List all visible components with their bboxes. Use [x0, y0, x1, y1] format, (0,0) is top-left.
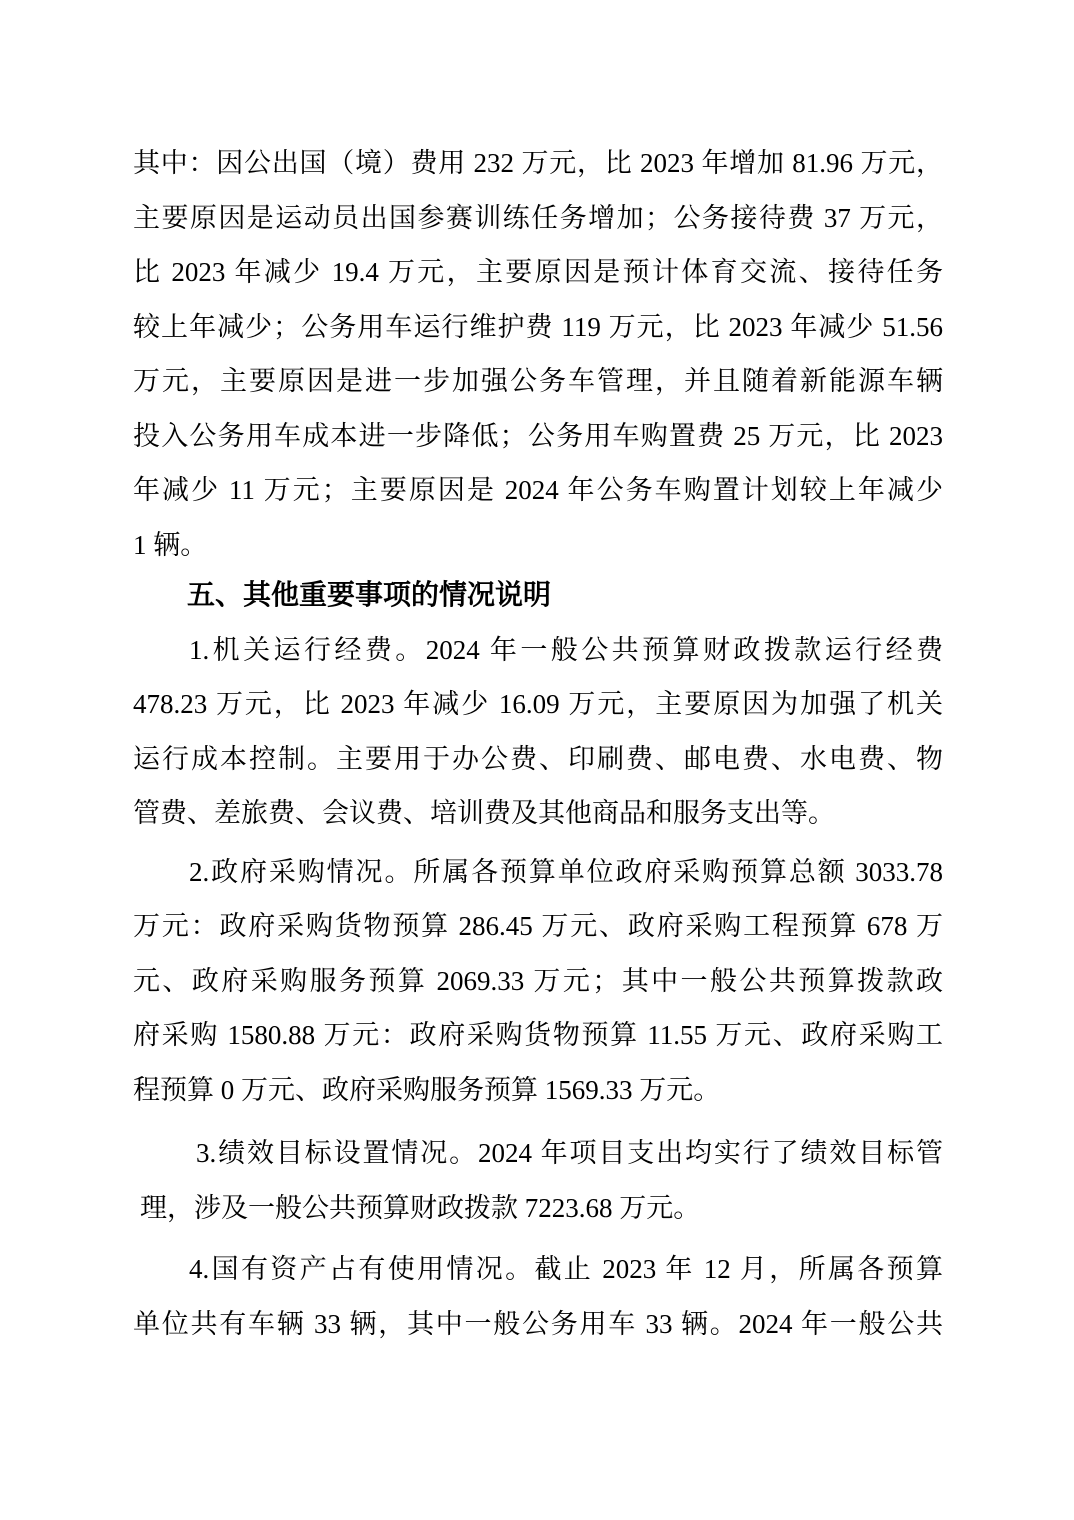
paragraph-performance-targets — [133, 1126, 943, 1235]
text-line: 较上年减少；公务用车运行维护费 119 万元，比 2023 年减少 51.56 — [133, 311, 943, 342]
text-line: 程预算 0 万元、政府采购服务预算 1569.33 万元。 — [133, 1074, 721, 1105]
text-line: 1 辆。 — [133, 529, 208, 560]
text-line: 运行成本控制。主要用于办公费、印刷费、邮电费、水电费、物 — [133, 743, 943, 774]
text-line: 478.23 万元，比 2023 年减少 16.09 万元，主要原因为加强了机关 — [133, 689, 943, 719]
text-line: 单位共有车辆 33 辆，其中一般公务用车 33 辆。2024 年一般公共 — [133, 1308, 943, 1339]
text-line: 1.机关运行经费。2024 年一般公共预算财政拨款运行经费 — [189, 634, 943, 665]
section-heading-block — [133, 568, 943, 623]
text-line: 4.国有资产占有使用情况。截止 2023 年 12 月，所属各预算 — [189, 1254, 943, 1284]
text-line: 比 2023 年减少 19.4 万元，主要原因是预计体育交流、接待任务 — [133, 257, 943, 287]
text-line: 元、政府采购服务预算 2069.33 万元；其中一般公共预算拨款政 — [133, 965, 943, 996]
text-line: 府采购 1580.88 万元：政府采购货物预算 11.55 万元、政府采购工 — [133, 1020, 943, 1050]
text-line: 投入公务用车成本进一步降低；公务用车购置费 25 万元，比 2023 — [133, 420, 943, 451]
text-line: 万元：政府采购货物预算 286.45 万元、政府采购工程预算 678 万 — [133, 911, 943, 941]
section-heading: 五、其他重要事项的情况说明 — [187, 579, 552, 610]
continuation-paragraph — [133, 136, 943, 572]
text-line: 其中：因公出国（境）费用 232 万元，比 2023 年增加 81.96 万元， — [133, 148, 943, 178]
text-line: 理，涉及一般公共预算财政拨款 7223.68 万元。 — [140, 1192, 701, 1223]
text-line: 管费、差旅费、会议费、培训费及其他商品和服务支出等。 — [133, 798, 835, 828]
paragraph-state-owned-assets — [133, 1242, 943, 1351]
paragraph-agency-operating-funds — [133, 623, 943, 841]
text-line: 主要原因是运动员出国参赛训练任务增加；公务接待费 37 万元， — [133, 202, 943, 233]
text-line: 3.绩效目标设置情况。2024 年项目支出均实行了绩效目标管 — [196, 1138, 943, 1168]
document-body — [133, 136, 943, 1351]
paragraph-government-procurement — [133, 845, 943, 1118]
text-line: 年减少 11 万元；主要原因是 2024 年公务车购置计划较上年减少 — [133, 475, 943, 505]
text-line: 万元，主要原因是进一步加强公务车管理，并且随着新能源车辆 — [133, 366, 943, 396]
text-line: 2.政府采购情况。所属各预算单位政府采购预算总额 3033.78 — [189, 856, 943, 887]
